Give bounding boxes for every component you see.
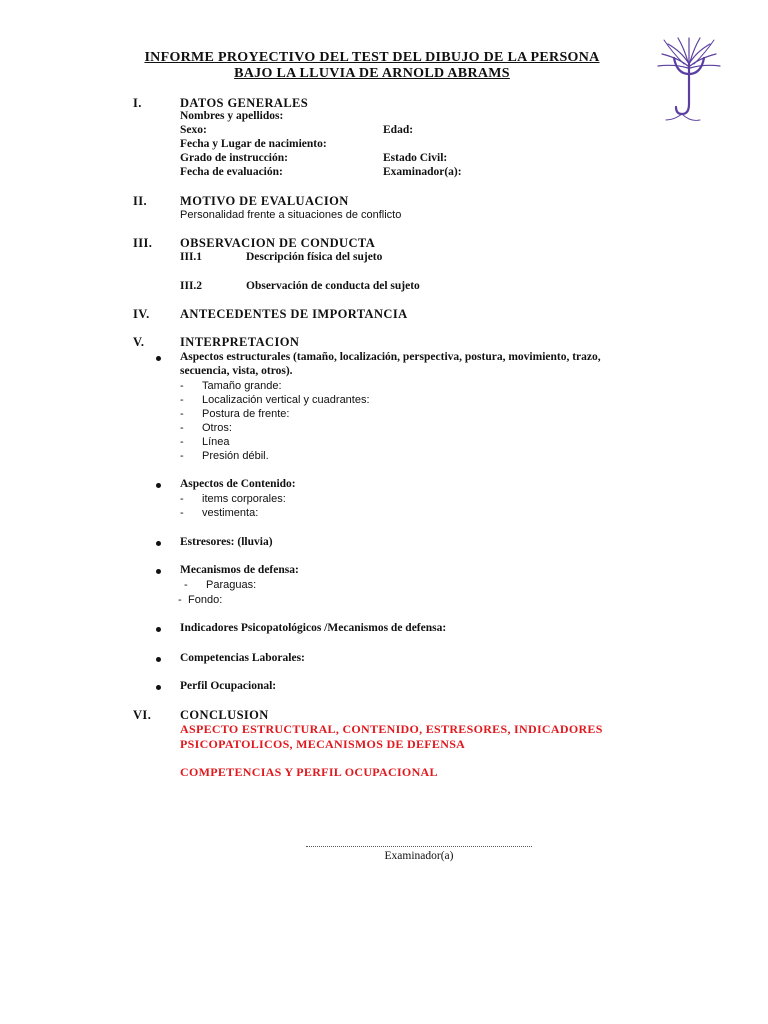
section-4-number: IV.	[133, 307, 150, 321]
field-examinador: Examinador(a):	[383, 166, 462, 178]
psi-tree-logo-icon	[644, 34, 734, 124]
field-nombres: Nombres y apellidos:	[180, 110, 284, 122]
estructurales-item: Localización vertical y cuadrantes:	[202, 394, 370, 406]
indicadores-label: Indicadores Psicopatológicos /Mecanismos de defensa:	[180, 622, 447, 634]
section-3-sub1-label: Descripción física del sujeto	[246, 251, 383, 263]
bullet-icon	[156, 541, 161, 546]
signature-label: Examinador(a)	[384, 850, 454, 862]
estructurales-label-line1: Aspectos estructurales (tamaño, localización, perspectiva, postura, movimiento, trazo,	[180, 351, 601, 363]
field-edad: Edad:	[383, 124, 414, 136]
contenido-item: vestimenta:	[202, 507, 259, 519]
dash: -	[180, 422, 184, 434]
bullet-icon	[156, 356, 161, 361]
mecanismos-label: Mecanismos de defensa:	[180, 564, 299, 576]
dash: -	[180, 450, 184, 462]
estructurales-item: Tamaño grande:	[202, 380, 282, 392]
conclusion-red-line2: PSICOPATOLICOS, MECANISMOS DE DEFENSA	[180, 737, 466, 751]
section-3-sub2-number: III.2	[180, 280, 203, 292]
estructurales-label-line2: secuencia, vista, otros).	[180, 365, 293, 377]
estructurales-item: Presión débil.	[202, 450, 269, 462]
field-fecha-lugar: Fecha y Lugar de nacimiento:	[180, 138, 327, 150]
field-estado-civil: Estado Civil:	[383, 152, 448, 164]
section-3-number: III.	[133, 236, 153, 250]
contenido-item: items corporales:	[202, 493, 286, 505]
section-2-text: Personalidad frente a situaciones de conflicto	[180, 209, 402, 221]
estructurales-item: Línea	[202, 436, 230, 448]
conclusion-red-line1: ASPECTO ESTRUCTURAL, CONTENIDO, ESTRESORES, INDICADORES	[180, 722, 603, 736]
field-sexo: Sexo:	[180, 124, 207, 136]
mecanismos-item: Fondo:	[188, 594, 223, 606]
document-title-line1: INFORME PROYECTIVO DEL TEST DEL DIBUJO DE LA PERSONA	[144, 50, 600, 65]
section-6-title: CONCLUSION	[180, 708, 269, 722]
section-3-sub1-number: III.1	[180, 251, 203, 263]
field-grado: Grado de instrucción:	[180, 152, 288, 164]
signature-line	[306, 846, 532, 847]
section-3-title: OBSERVACION DE CONDUCTA	[180, 236, 376, 250]
section-5-number: V.	[133, 335, 145, 349]
section-5-title: INTERPRETACION	[180, 335, 300, 349]
section-4-title: ANTECEDENTES DE IMPORTANCIA	[180, 307, 408, 321]
bullet-icon	[156, 569, 161, 574]
competencias-label: Competencias Laborales:	[180, 652, 305, 664]
bullet-icon	[156, 627, 161, 632]
dash: -	[180, 380, 184, 392]
bullet-icon	[156, 483, 161, 488]
section-2-number: II.	[133, 194, 148, 208]
dash: -	[184, 579, 188, 591]
estructurales-item: Otros:	[202, 422, 232, 434]
dash: -	[180, 436, 184, 448]
section-2-title: MOTIVO DE EVALUACION	[180, 194, 349, 208]
section-1-number: I.	[133, 96, 142, 110]
dash: -	[178, 594, 182, 606]
dash: -	[180, 507, 184, 519]
estructurales-item: Postura de frente:	[202, 408, 290, 420]
document-title-line2: BAJO LA LLUVIA DE ARNOLD ABRAMS	[234, 66, 510, 81]
mecanismos-item: Paraguas:	[206, 579, 257, 591]
section-3-sub2-label: Observación de conducta del sujeto	[246, 280, 420, 292]
contenido-label: Aspectos de Contenido:	[180, 478, 296, 490]
conclusion-red-line3: COMPETENCIAS Y PERFIL OCUPACIONAL	[180, 765, 438, 779]
bullet-icon	[156, 685, 161, 690]
dash: -	[180, 394, 184, 406]
dash: -	[180, 408, 184, 420]
perfil-label: Perfil Ocupacional:	[180, 680, 277, 692]
section-6-number: VI.	[133, 708, 152, 722]
bullet-icon	[156, 657, 161, 662]
field-fecha-eval: Fecha de evaluación:	[180, 166, 283, 178]
dash: -	[180, 493, 184, 505]
estresores-label: Estresores: (lluvia)	[180, 536, 273, 548]
section-1-title: DATOS GENERALES	[180, 96, 309, 110]
